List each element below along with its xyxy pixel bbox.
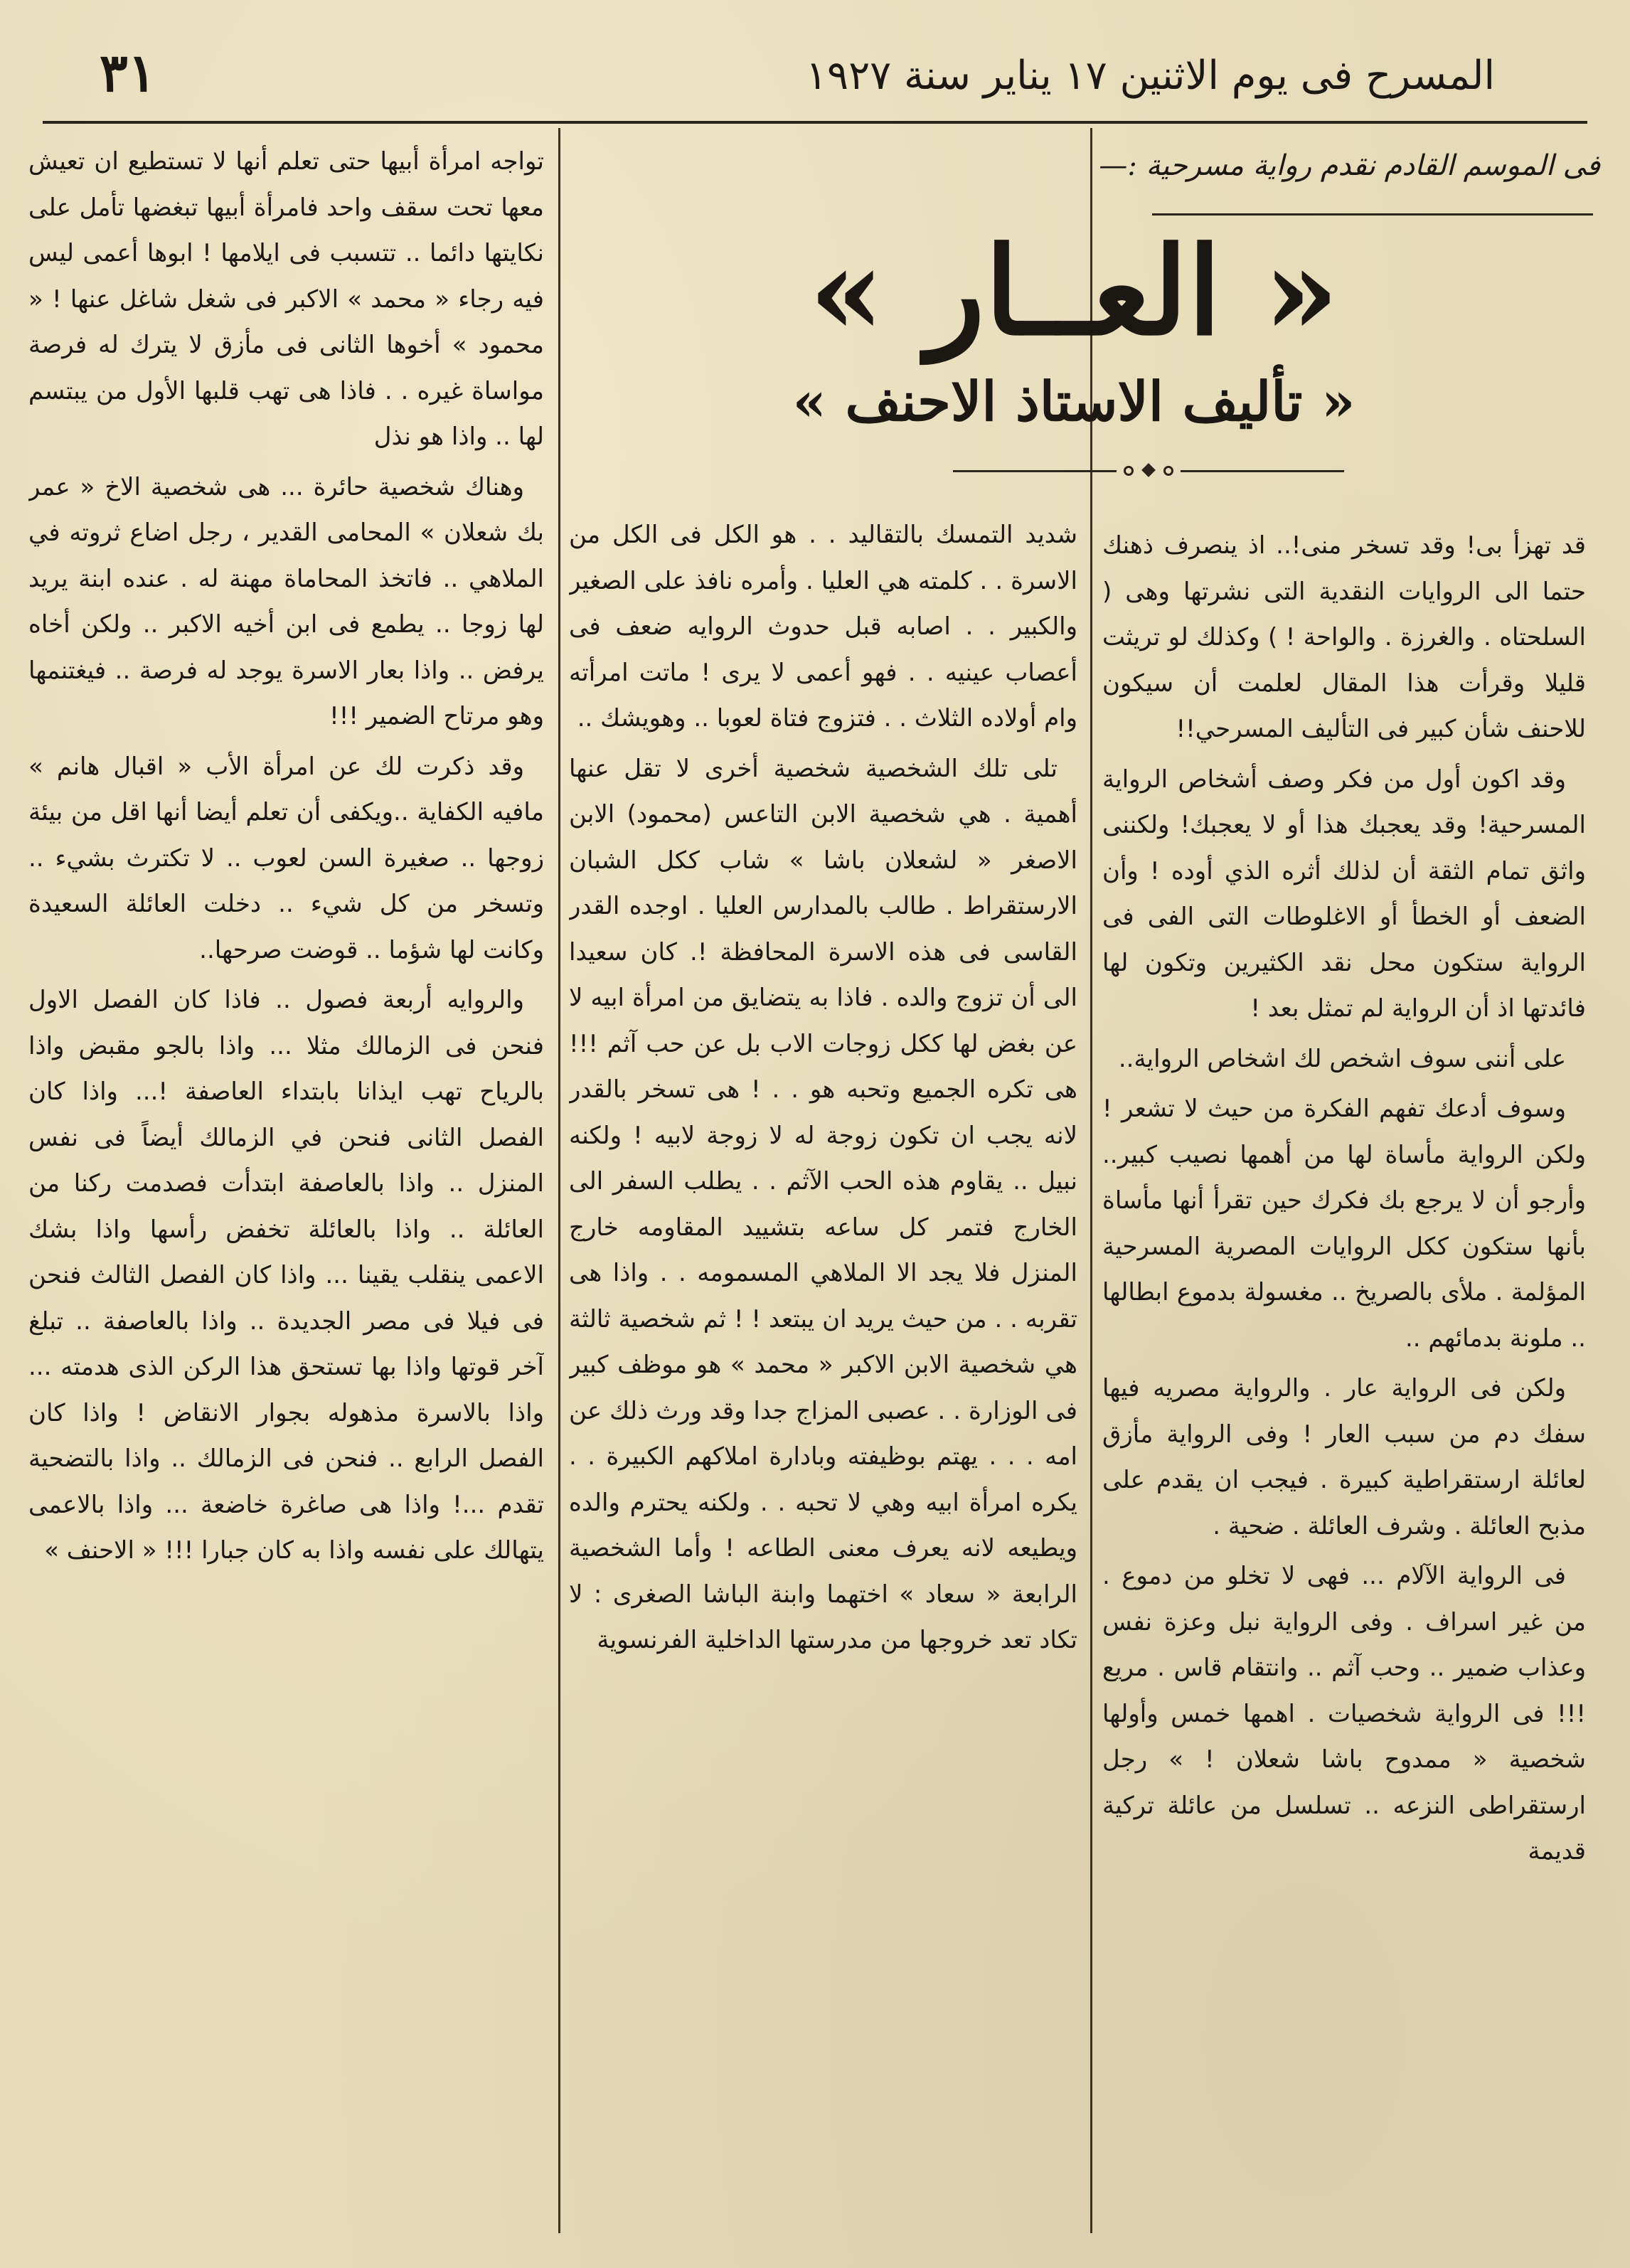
paragraph: تلى تلك الشخصية شخصية أخرى لا تقل عنها أهمية . هي شخصية الابن التاعس (محمود) الابن الاصغر « لشعلان باشا » شاب ككل الشبان الارستقراط . طالب بالمدارس العليا . اوجده القدر القاسى فى هذه الاسرة المحافظة !. كان سعيدا الى أن تزوج والده . فاذا به يتضايق من امرأة ابيه لا عن بغض لها ككل زوجات الاب بل عن حب آثم !!! هى تكره الجميع وتحبه هو . . ! هى تسخر بالقدر لانه يجب ان تكون زوجة له لا زوجة لابيه ! ولكنه نبيل .. يقاوم هذه الحب الآثم . . يطلب السفر الى الخارج فتمر كل ساعه بتشييد المقاومه خارج المنزل فلا يجد الا الملاهي المسمومه . . واذا هى تقربه . . من حيث يريد ان يبتعد ! ! ثم شخصية ثالثة هي شخصية الابن الاكبر « محمد » هو موظف كبير فى الوزارة . . عصبى المزاج جدا وقد ورث ذلك عن امه . . . يهتم بوظيفته وبادارة املاكهم الكبيرة . . يكره امرأة ابيه وهي لا تحبه . . ولكنه يحترم والده ويطيعه لانه يعرف معنى الطاعه ! وأما الشخصية الرابعة « سعاد » اختهما وابنة الباشا الصغرى : لا تكاد تعد خروجها من مدرستها الداخلية الفرنسوية [569, 754, 1077, 1654]
column-middle [569, 512, 1077, 2237]
intro-underline [1152, 213, 1593, 215]
ornament-circle [1124, 466, 1134, 476]
paragraph: والروايه أربعة فصول .. فاذا كان الفصل الاول فنحن فى الزمالك مثلا ... واذا بالجو مقبض واذا بالرياح تهب ايذانا بابتداء العاصفة !... واذا كان الفصل الثانى فنحن في الزمالك أيضاً فى نفس المنزل .. واذا بالعاصفة ابتدأت فصدمت ركنا من العائلة .. واذا بالعائلة تخفض رأسها واذا بشك الاعمى ينقلب يقينا ... واذا كان الفصل الثالث فنحن فى فيلا فى مصر الجديدة .. واذا بالعاصفة .. تبلغ آخر قوتها واذا بها تستحق هذا الركن الذى هدمته ... واذا بالاسرة مذهوله بجوار الانقاض ! واذا كان الفصل الرابع .. فنحن فى الزمالك .. واذا بالتضحية تقدم ...! واذا هى صاغرة خاضعة ... واذا بالاعمى يتهالك على نفسه واذا به كان جبارا !!! « الاحنف » [28, 986, 544, 1565]
paragraph: وقد اكون أول من فكر وصف أشخاص الرواية المسرحية! وقد يعجبك هذا أو لا يعجبك! ولكننى واثق تمام الثقة أن لذلك أثره الذي أوده ! وأن الضعف أو الخطأ أو الاغلوطات التى الفى فى الرواية ستكون محل نقد الكثيرين وتكون لها فائدتها اذ أن الرواية لم تمثل بعد ! [1102, 765, 1586, 1023]
play-title: « العــار » [809, 220, 1339, 363]
paragraph: قد تهزأ بى! وقد تسخر منى!.. اذ ينصرف ذهنك حتما الى الروايات النقدية التى نشرتها وهى ( السلحتاه . والغرزة . والواحة ! ) وكذلك لو تريثت قليلا وقرأت هذا المقال لعلمت أن سيكون للاحنف شأن كبير فى التأليف المسرحي!! [1102, 531, 1586, 743]
ornament-bar [953, 470, 1117, 472]
paragraph: شديد التمسك بالتقاليد . . هو الكل فى الكل من الاسرة . . كلمته هي العليا . وأمره نافذ على الصغير والكبير . . اصابه قبل حدوث الروايه ضعف فى أعصاب عينيه . . فهو أعمى لا يرى ! ماتت امرأته وام أولاده الثلاث . . فتزوج فتاة لعوبا .. وهويشك .. [569, 521, 1077, 733]
column-divider-right [1090, 128, 1092, 2233]
column-divider-left [558, 128, 560, 2233]
paragraph: على أننى سوف اشخص لك اشخاص الرواية.. [1118, 1044, 1566, 1073]
ornament-divider [953, 461, 1344, 482]
author-line: « تأليف الاستاذ الاحنف » [792, 370, 1355, 433]
page-number: ٣١ [100, 43, 156, 104]
ornament-circle [1163, 466, 1173, 476]
column-left [28, 139, 544, 2237]
paragraph: تواجه امرأة أبيها حتى تعلم أنها لا تستطيع ان تعيش معها تحت سقف واحد فامرأة أبيها تبغضها تأمل على نكايتها دائما .. تتسبب فى ايلامها ! ابوها أعمى ليس فيه رجاء « محمد » الاكبر فى شغل شاغل عنها ! « محمود » أخوها الثانى فى مأزق لا يترك له فرصة مواساة غيره . . فاذا هى تهب قلبها الأول من يبتسم لها .. واذا هو نذل [28, 147, 544, 451]
intro-line: فى الموسم القادم نقدم رواية مسرحية :— [1099, 149, 1600, 182]
page-header [43, 36, 1587, 124]
paragraph: وسوف أدعك تفهم الفكرة من حيث لا تشعر ! ولكن الرواية مأساة لها من أهمها نصيب كبير.. وأرجو أن لا يرجع بك فكرك حين تقرأ أنها مأساة بأنها ستكون ككل الروايات المصرية المسرحية المؤلمة . ملأى بالصريخ .. مغسولة بدموع ابطالها .. ملونة بدمائهم .. [1102, 1095, 1586, 1353]
ornament-diamond [1141, 463, 1156, 477]
ornament-bar [1181, 470, 1344, 472]
paragraph: وقد ذكرت لك عن امرأة الأب « اقبال هانم » مافيه الكفاية ..ويكفى أن تعلم أيضا أنها اقل من بيئة زوجها .. صغيرة السن لعوب .. لا تكترث بشيء .. وتسخر من كل شيء .. دخلت العائلة السعيدة وكانت لها شؤما .. قوضت صرحها.. [28, 752, 544, 964]
column-right [1102, 523, 1586, 2237]
header-title: المسرح فى يوم الاثنين ١٧ يناير سنة ١٩٢٧ [805, 53, 1495, 99]
paragraph: ولكن فى الرواية عار . والرواية مصريه فيها سفك دم من سبب العار ! وفى الرواية مأزق لعائلة ارستقراطية كبيرة . فيجب ان يقدم على مذبح العائلة . وشرف العائلة . ضحية . [1102, 1374, 1586, 1540]
paragraph: فى الرواية الآلام ... فهى لا تخلو من دموع . من غير اسراف . وفى الرواية نبل وعزة نفس وعذاب ضمير .. وحب آثم .. وانتقام قاس . مريع !!! فى الرواية شخصيات . اهمها خمس وأولها شخصية « ممدوح باشا شعلان ! » رجل ارستقراطى النزعه .. تسلسل من عائلة تركية قديمة [1102, 1562, 1586, 1865]
paragraph: وهناك شخصية حائرة ... هى شخصية الاخ « عمر بك شعلان » المحامى القدير ، رجل اضاع ثروته في الملاهي .. فاتخذ المحاماة مهنة له . عنده ابنة يريد لها زوجا .. يطمع فى ابن أخيه الاكبر .. ولكن أخاه يرفض .. واذا بعار الاسرة يوجد له فرصة .. فيغتنمها وهو مرتاح الضمير !!! [28, 472, 544, 730]
